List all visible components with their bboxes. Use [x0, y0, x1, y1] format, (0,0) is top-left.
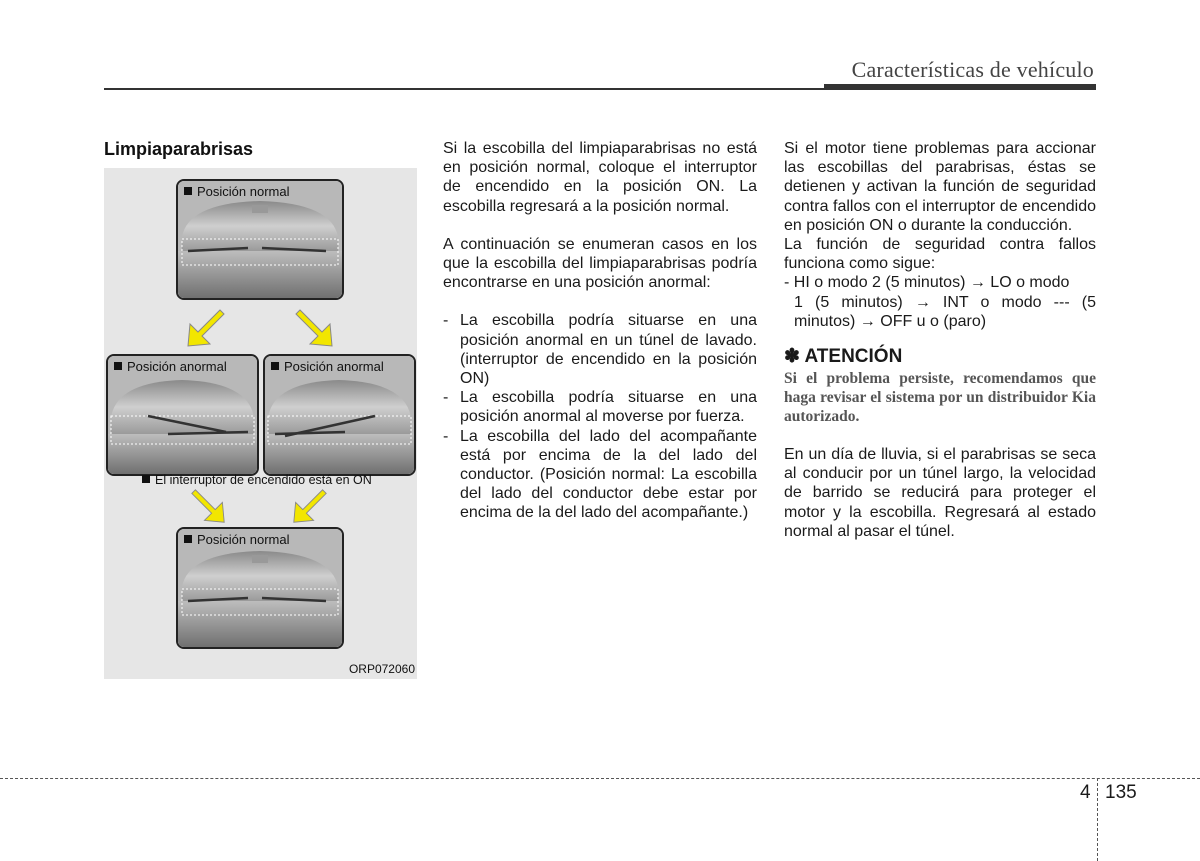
page-number: 135: [1105, 782, 1137, 803]
bullet-square-icon: [142, 475, 150, 483]
bullet-square-icon: [184, 535, 192, 543]
paragraph: La función de seguridad contra fallos funciona como sigue:: [784, 236, 1096, 273]
bullet-square-icon: [184, 187, 192, 195]
footer-rule: [0, 778, 1200, 779]
panel-normal-bottom: [176, 527, 344, 649]
attention-title: ✽ ATENCIÓN: [784, 346, 903, 368]
fallback-sequence: - HI o modo 2 (5 minutos) → LO o modo: [784, 274, 1070, 292]
panel-abnormal-right: [263, 354, 416, 476]
header-rule-accent: [824, 84, 1096, 90]
switch-note: El interruptor de encendido está en ON: [155, 473, 372, 487]
fallback-sequence-continued: 1 (5 minutos) → INT o modo --- (5 minutos) → OFF u o (paro): [794, 293, 1096, 330]
panel-normal-top: [176, 179, 344, 300]
paragraph: A continuación se enumeran casos en los que la escobilla del limpiaparabrisas podría encontrarse en una posición anormal:: [443, 235, 757, 292]
section-title: Limpiaparabrisas: [104, 139, 254, 159]
column-right: [784, 139, 1096, 541]
chapter-title: Características de vehículo: [851, 57, 1094, 82]
bullet-square-icon: [114, 362, 122, 370]
panel-label: Posición normal: [197, 184, 290, 199]
paragraph: Si la escobilla del limpiaparabrisas no está en posición normal, coloque el interruptor de encendido en la posición ON. La escobilla regresará a la posición normal.: [443, 140, 757, 215]
column-middle: [443, 139, 757, 523]
bullet-square-icon: [271, 362, 279, 370]
panel-abnormal-left: [106, 354, 259, 476]
list-item: - La escobilla podría situarse en una posición anormal en un túnel de lavado. (interruptor de encendido en la posición ON): [443, 312, 757, 388]
list-item: - La escobilla del lado del acompañante está por encima de la del lado del conductor. (Posición normal: La escobilla del lado del conductor debe estar por encima de la del lado del acompañante.): [443, 427, 757, 522]
panel-label: Posición anormal: [284, 359, 384, 374]
paragraph: Si el motor tiene problemas para accionar las escobillas del parabrisas, éstas se detienen y activan la función de seguridad contra fallos con el interruptor de encendido en posición ON o durante la conducción.: [784, 140, 1096, 234]
figure-code: ORP072060: [348, 662, 415, 676]
arrow-down-right-icon: [190, 488, 226, 524]
arrow-down-left-icon: [292, 488, 328, 524]
arrow-down-right-icon: [294, 308, 334, 348]
paragraph: En un día de lluvia, si el parabrisas se seca al conducir por un túnel largo, la velocidad de barrido se reducirá para proteger el motor y la escobilla. Regresará al estado normal al pasar el túnel.: [784, 446, 1096, 540]
footer-divider: [1097, 778, 1098, 861]
arrow-down-left-icon: [186, 308, 226, 348]
panel-label: Posición anormal: [127, 359, 227, 374]
list-item: - La escobilla podría situarse en una posición anormal al moverse por fuerza.: [443, 389, 757, 426]
wiper-position-figure: [104, 168, 417, 679]
attention-text: Si el problema persiste, recomendamos que haga revisar el sistema por un distribuidor Kia autorizado.: [784, 370, 1096, 426]
panel-label: Posición normal: [197, 532, 290, 547]
chapter-number: 4: [1080, 782, 1091, 803]
